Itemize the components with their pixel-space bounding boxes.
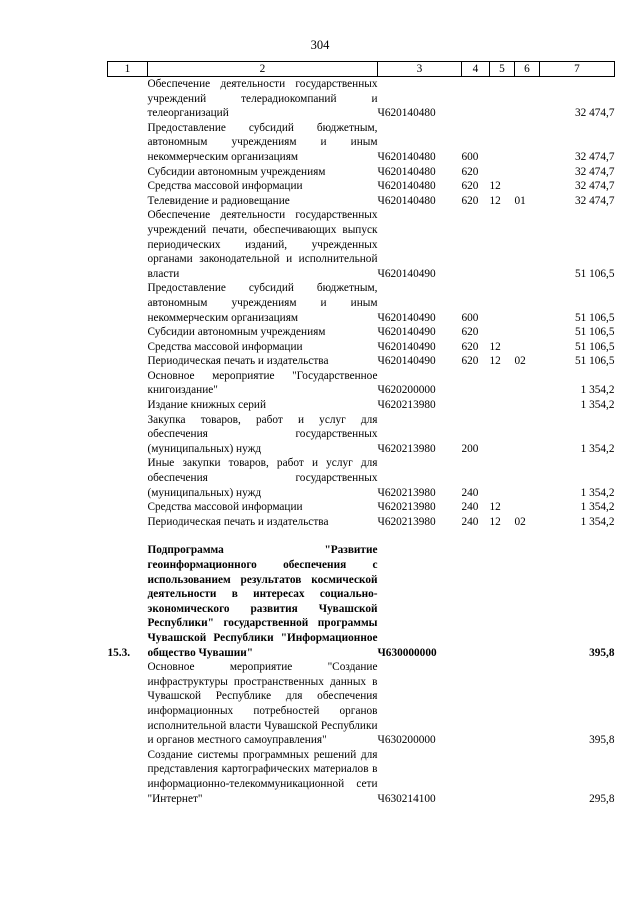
- table-row: [108, 660, 615, 748]
- row-target-code: Ч620140490: [377, 340, 436, 353]
- row-section: [490, 165, 515, 180]
- row-expense-type: 620: [461, 180, 479, 193]
- row-expense-type: [462, 660, 490, 748]
- row-amount: 32 474,7: [574, 180, 615, 193]
- row-amount: 1 354,2: [580, 442, 615, 455]
- row-amount: 51 106,5: [574, 355, 615, 368]
- page-number: 304: [310, 38, 330, 52]
- row-subsection: [515, 369, 540, 398]
- row-target-code: Ч620140490: [377, 326, 436, 339]
- row-target-code: Ч620213980: [377, 399, 436, 412]
- row-expense-type: 620: [461, 165, 479, 178]
- row-target-code: Ч620140490: [377, 267, 436, 280]
- row-name: Телевидение и радиовещание: [147, 194, 290, 207]
- header-col-1: 1: [108, 62, 148, 77]
- row-name: Предоставление субсидий бюджетным, автономным учреждениям и иным некоммерческим организациям: [147, 282, 378, 324]
- row-target-code: Ч630000000: [377, 646, 437, 659]
- row-name: Основное мероприятие "Создание инфраструктуры пространственных данных в Чувашской Республике для обеспечения информационных потребностей органов исполнительной власти Чувашской Республики и органов местного самоуправления": [147, 661, 378, 747]
- table-row: [108, 179, 615, 194]
- row-expense-type: [462, 208, 490, 281]
- row-name: Средства массовой информации: [147, 180, 303, 193]
- row-expense-type: 600: [461, 311, 479, 324]
- row-number: [108, 660, 148, 748]
- row-amount: 32 474,7: [574, 150, 615, 163]
- table-row: [108, 354, 615, 369]
- row-target-code: Ч620213980: [377, 486, 436, 499]
- row-number: [108, 413, 148, 457]
- row-expense-type: 620: [461, 194, 479, 207]
- row-target-code: Ч620213980: [377, 442, 436, 455]
- row-subsection: [515, 398, 540, 413]
- row-number: [108, 515, 148, 530]
- row-expense-type: 240: [461, 515, 479, 528]
- row-section: 12: [489, 515, 501, 528]
- row-target-code: Ч620200000: [377, 384, 436, 397]
- row-expense-type: 620: [461, 326, 479, 339]
- row-subsection: [515, 748, 540, 806]
- row-name: Основное мероприятие "Государственное книгоиздание": [147, 369, 378, 397]
- row-subsection: [515, 456, 540, 500]
- row-section: [490, 325, 515, 340]
- row-number: 15.3.: [107, 646, 131, 659]
- row-section: [490, 369, 515, 398]
- row-target-code: Ч620140480: [377, 194, 436, 207]
- row-section: [490, 281, 515, 325]
- table-row: [108, 281, 615, 325]
- row-amount: 295,8: [589, 792, 615, 805]
- row-section: [490, 398, 515, 413]
- table-header-row: [108, 62, 615, 77]
- row-name: Издание книжных серий: [147, 399, 267, 412]
- table-row: [108, 121, 615, 165]
- row-amount: 32 474,7: [574, 107, 615, 120]
- row-amount: 32 474,7: [574, 165, 615, 178]
- row-number: [108, 354, 148, 369]
- row-expense-type: [462, 543, 490, 660]
- row-amount: 1 354,2: [580, 399, 615, 412]
- row-subsection: [515, 208, 540, 281]
- row-number: [108, 398, 148, 413]
- row-subsection: 02: [514, 515, 526, 528]
- row-amount: 1 354,2: [580, 486, 615, 499]
- table-row: [108, 208, 615, 281]
- row-section: 12: [489, 340, 501, 353]
- header-col-7: 7: [540, 62, 615, 77]
- row-amount: 1 354,2: [580, 501, 615, 514]
- row-amount: 51 106,5: [574, 267, 615, 280]
- row-section: [490, 543, 515, 660]
- row-name: Обеспечение деятельности государственных учреждений печати, обеспечивающих выпуск периодических изданий, учрежденных органами законодательной и исполнительной власти: [147, 209, 378, 280]
- row-target-code: Ч620140490: [377, 311, 436, 324]
- header-col-5: 5: [490, 62, 515, 77]
- table-row: [108, 515, 615, 530]
- row-expense-type: [462, 369, 490, 398]
- header-col-3: 3: [378, 62, 462, 77]
- row-number: [108, 281, 148, 325]
- row-subsection: [515, 165, 540, 180]
- row-subsection: [515, 500, 540, 515]
- row-amount: 395,8: [589, 734, 615, 747]
- row-name: Периодическая печать и издательства: [147, 515, 329, 528]
- row-section: [490, 413, 515, 457]
- row-subsection: [515, 340, 540, 355]
- table-row: [108, 413, 615, 457]
- row-target-code: Ч620140480: [377, 150, 436, 163]
- table-row: [108, 748, 615, 806]
- row-number: [108, 325, 148, 340]
- table-row: [108, 369, 615, 398]
- header-col-2: 2: [148, 62, 378, 77]
- table-row: [108, 543, 615, 660]
- row-name: Предоставление субсидий бюджетным, автономным учреждениям и иным некоммерческим организациям: [147, 121, 378, 163]
- row-expense-type: [462, 77, 490, 121]
- row-section: 12: [489, 355, 501, 368]
- row-expense-type: 240: [461, 501, 479, 514]
- row-section: [490, 208, 515, 281]
- row-section: 12: [489, 180, 501, 193]
- row-number: [108, 77, 148, 121]
- row-subsection: [515, 543, 540, 660]
- row-subsection: [515, 660, 540, 748]
- table-body: [108, 77, 615, 807]
- table-row: [108, 325, 615, 340]
- row-target-code: Ч620213980: [377, 501, 436, 514]
- row-name: Субсидии автономным учреждениям: [147, 326, 326, 339]
- row-number: [108, 121, 148, 165]
- row-number: [108, 340, 148, 355]
- row-target-code: Ч620140480: [377, 180, 436, 193]
- header-col-4: 4: [462, 62, 490, 77]
- row-amount: 51 106,5: [574, 311, 615, 324]
- row-number: [108, 456, 148, 500]
- row-name: Обеспечение деятельности государственных учреждений телерадиокомпаний и телеорганизаций: [147, 78, 378, 120]
- row-number: [108, 369, 148, 398]
- row-subsection: 02: [514, 355, 526, 368]
- row-name: Подпрограмма "Развитие геоинформационного обеспечения с использованием результатов космической деятельности в интересах социально-экономического развития Чувашской Республики" государственной программы Чувашской Республики "Информационное общество Чувашии": [147, 544, 378, 659]
- row-name: Закупка товаров, работ и услуг для обеспечения государственных (муниципальных) нужд: [147, 413, 378, 455]
- row-target-code: Ч620140480: [377, 165, 436, 178]
- row-subsection: [515, 77, 540, 121]
- table-spacer-row: [108, 529, 615, 543]
- row-target-code: Ч620140490: [377, 355, 436, 368]
- row-number: [108, 748, 148, 806]
- row-name: Создание системы программных решений для представления картографических материалов в информационно-телекоммуникационной сети "Интернет": [147, 748, 378, 805]
- table-row: [108, 398, 615, 413]
- row-number: [108, 208, 148, 281]
- row-expense-type: [462, 748, 490, 806]
- row-section: [490, 77, 515, 121]
- row-section: [490, 660, 515, 748]
- row-section: [490, 456, 515, 500]
- row-number: [108, 179, 148, 194]
- row-name: Субсидии автономным учреждениям: [147, 165, 326, 178]
- row-subsection: [515, 413, 540, 457]
- row-name: Средства массовой информации: [147, 501, 303, 514]
- row-expense-type: [462, 398, 490, 413]
- row-expense-type: 240: [461, 486, 479, 499]
- table-row: [108, 340, 615, 355]
- row-amount: 51 106,5: [574, 340, 615, 353]
- row-name: Иные закупки товаров, работ и услуг для обеспечения государственных (муниципальных) нужд: [147, 457, 378, 499]
- table-row: [108, 194, 615, 209]
- table-row: [108, 165, 615, 180]
- row-amount: 32 474,7: [574, 194, 615, 207]
- budget-table: [107, 61, 615, 806]
- row-expense-type: 200: [461, 442, 479, 455]
- row-target-code: Ч620140480: [377, 107, 436, 120]
- table-row: [108, 456, 615, 500]
- row-target-code: Ч630200000: [377, 734, 436, 747]
- row-section: 12: [489, 194, 501, 207]
- row-subsection: 01: [514, 194, 526, 207]
- row-section: [490, 121, 515, 165]
- row-target-code: Ч620213980: [377, 515, 436, 528]
- row-section: 12: [489, 501, 501, 514]
- row-number: [108, 500, 148, 515]
- row-subsection: [515, 179, 540, 194]
- row-expense-type: 620: [461, 355, 479, 368]
- row-amount: 1 354,2: [580, 384, 615, 397]
- row-number: [108, 194, 148, 209]
- row-subsection: [515, 121, 540, 165]
- row-name: Периодическая печать и издательства: [147, 355, 329, 368]
- row-amount: 395,8: [589, 646, 615, 659]
- row-subsection: [515, 325, 540, 340]
- spacer-cell: [108, 529, 615, 543]
- table-row: [108, 77, 615, 121]
- row-name: Средства массовой информации: [147, 340, 303, 353]
- row-section: [490, 748, 515, 806]
- row-subsection: [515, 281, 540, 325]
- row-amount: 1 354,2: [580, 515, 615, 528]
- row-expense-type: 600: [461, 150, 479, 163]
- row-target-code: Ч630214100: [377, 792, 436, 805]
- row-expense-type: 620: [461, 340, 479, 353]
- row-amount: 51 106,5: [574, 326, 615, 339]
- row-number: [108, 165, 148, 180]
- table-row: [108, 500, 615, 515]
- header-col-6: 6: [515, 62, 540, 77]
